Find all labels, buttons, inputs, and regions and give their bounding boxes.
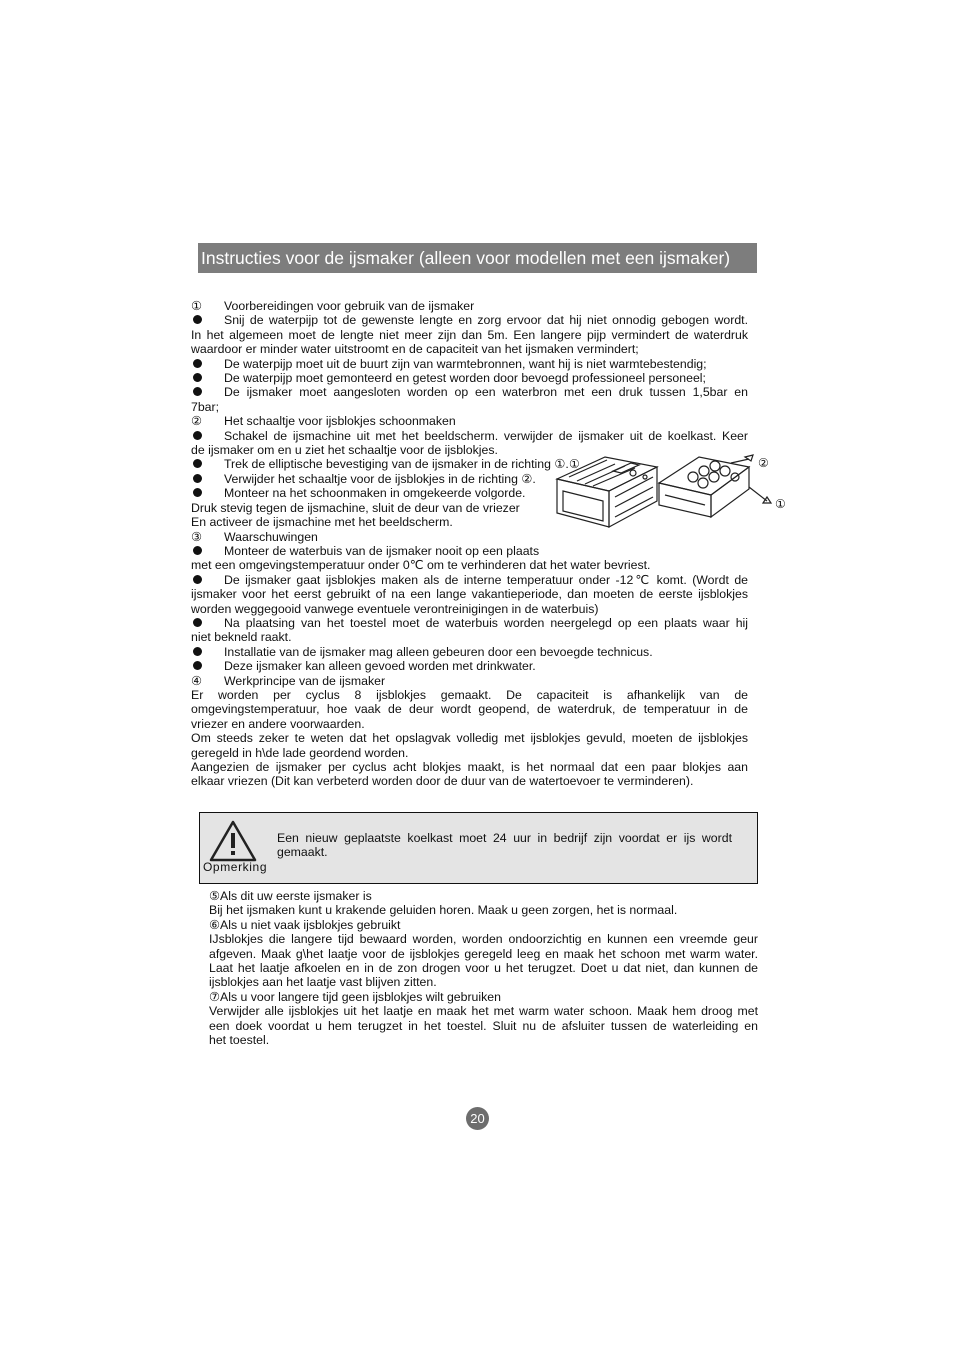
text-line: het toestel.: [209, 1033, 270, 1048]
bullet-icon: [193, 431, 202, 440]
bullet-item: De waterpijp moet gemonteerd en getest worden door bevoegd professioneel personeel;: [191, 371, 748, 385]
section-marker-4: ④: [191, 673, 203, 688]
bullet-icon: [193, 488, 202, 497]
text-line: een doek voordat u hem terugzet in het toestel. Sluit nu de afsluiter tussen de waterleiding en: [209, 1018, 758, 1033]
text-line: Er worden per cyclus 8 ijsblokjes gemaakt. De capaciteit is afhankelijk van de: [191, 687, 748, 702]
bullet-icon: [193, 459, 202, 468]
warning-icon: [209, 819, 257, 863]
instructions-body: [191, 299, 748, 789]
text-line: met een omgevingstemperatuur onder 0℃ om te verhinderen dat het water bevriest.: [191, 558, 651, 573]
section-heading-4: ④ Werkprincipe van de ijsmaker: [191, 673, 386, 688]
section-heading-1: ① Voorbereidingen voor gebruik van de ijsmaker: [191, 299, 475, 313]
text-line: omgevingstemperatuur, hoe vaak de deur wordt geopend, de waterdruk, de temperatuur in de: [191, 702, 748, 717]
bullet-icon: [193, 647, 202, 656]
text-line: geregeld in h\de lade geordend worden.: [191, 745, 409, 760]
text-line: ijsmaker voor het eerst gebruikt of na een lange vakantieperiode, dan moeten de eerste ijsblokjes: [191, 587, 748, 602]
section-heading-3: ③ Waarschuwingen: [191, 529, 318, 544]
text-line: Verwijder alle ijsblokjes uit het laatje en maak het met warm water schoon. Maak hem droog met: [209, 1004, 758, 1019]
figure-label-2: ②: [758, 456, 769, 470]
section-heading-5: ⑤Als dit uw eerste ijsmaker is: [209, 889, 372, 903]
section-heading-2: ② Het schaaltje voor ijsblokjes schoonmaken: [191, 414, 456, 429]
text-line: de ijsmaker om en u ziet het schaaltje voor de ijsblokjes.: [191, 443, 498, 458]
icemaker-illustration: [553, 451, 793, 531]
bullet-item: De waterpijp moet uit de buurt zijn van warmtebronnen, want hij is niet warmtebestendig;: [191, 357, 748, 371]
bullet-icon: [193, 546, 202, 555]
text-line: IJsblokjes die langere tijd bewaard worden, worden ondoorzichtig en kunnen een vreemde geur: [209, 932, 758, 947]
text-line: 7bar;: [191, 399, 220, 414]
text-line: niet bekneld raakt.: [191, 630, 292, 645]
bullet-icon: [193, 661, 202, 670]
icemaker-right-drawing: [659, 455, 771, 517]
note-box: [199, 812, 758, 884]
note-label: Opmerking: [203, 860, 268, 874]
text-line: Bij het ijsmaken kunt u krakende geluiden horen. Maak u geen zorgen, het is normaal.: [209, 903, 678, 918]
bullet-item: De ijsmaker moet aangesloten worden op een waterbron met een druk tussen 1,5bar en: [191, 385, 748, 399]
bullet-icon: [193, 618, 202, 627]
section-marker-3: ③: [191, 529, 203, 544]
bullet-item: Monteer na het schoonmaken in omgekeerde volgorde.: [191, 486, 748, 500]
bullet-icon: [193, 373, 202, 382]
section-marker-2: ②: [191, 414, 203, 429]
text-line: En activeer de ijsmachine met het beeldscherm.: [191, 515, 453, 530]
bullet-item: Verwijder het schaaltje voor de ijsblokjes in de richting ②.: [191, 472, 748, 486]
additional-instructions: [209, 889, 758, 1047]
text-line: afgeven. Maak g\het laatje voor de ijsblokjes geregeld leeg en maak het schoon met warm water.: [209, 946, 758, 961]
figure-label-1: ①: [569, 457, 580, 471]
bullet-item: Schakel de ijsmachine uit met het beeldscherm. verwijder de ijsmaker uit de koelkast. Keer: [191, 429, 748, 443]
text-line: Om steeds zeker te weten dat het opslagvak volledig met ijsblokjes gevuld, moeten de ijsblokjes: [191, 731, 748, 746]
text-line: Aangezien de ijsmaker per cyclus acht blokjes maakt, is het normaal dat een paar blokjes aan: [191, 760, 748, 774]
section-heading-7: ⑦Als u voor langere tijd geen ijsblokjes wilt gebruiken: [209, 989, 501, 1004]
bullet-item: De ijsmaker gaat ijsblokjes maken als de interne temperatuur onder -12℃ komt. (Wordt de: [191, 573, 748, 587]
text-line: In het algemeen moet de lengte niet meer zijn dan 5m. Een langere pijp vermindert de waterdruk: [191, 327, 748, 342]
section-marker-1: ①: [191, 299, 203, 313]
note-text: Een nieuw geplaatste koelkast moet 24 uur in bedrijf zijn voordat er ijs wordt gemaakt.: [277, 831, 732, 860]
bullet-icon: [193, 359, 202, 368]
bullet-item: Trek de elliptische bevestiging van de ijsmaker in de richting ①.: [191, 457, 748, 471]
page-title: Instructies voor de ijsmaker (alleen voor modellen met een ijsmaker): [198, 243, 757, 273]
text-line: worden weggegooid vanwege eventuele verontreinigingen in de waterbuis): [191, 601, 599, 616]
bullet-item: Snij de waterpijp tot de gewenste lengte en zorg ervoor dat hij niet onnodig gebogen wordt.: [191, 313, 748, 327]
text-line: vriezer en andere voorwaarden.: [191, 716, 365, 731]
bullet-icon: [193, 575, 202, 584]
text-line: Laat het laatje afkoelen en in de zon drogen voor u het terugzet. Doet u dat niet, dan kunnen de: [209, 961, 758, 976]
page-number: 20: [466, 1107, 489, 1130]
bullet-icon: [193, 474, 202, 483]
bullet-icon: [193, 315, 202, 324]
section-heading-6: ⑥Als u niet vaak ijsblokjes gebruikt: [209, 917, 401, 932]
text-line: Druk stevig tegen de ijsmachine, sluit de deur van de vriezer: [191, 500, 520, 515]
bullet-icon: [193, 387, 202, 396]
bullet-item: Installatie van de ijsmaker mag alleen gebeuren door een bevoegde technicus.: [191, 645, 748, 659]
text-line: waardoor er minder water uitstroomt en de capaciteit van het ijsmaken vermindert;: [191, 342, 639, 357]
figure-label-3: ①: [775, 497, 786, 511]
text-line: elkaar vriezen (Dit kan verbeterd worden door de duur van de watertoevoer te verminderen).: [191, 774, 694, 789]
text-line: ijsblokjes aan het laatje vast blijven zitten.: [209, 975, 437, 990]
bullet-item: Na plaatsing van het toestel moet de waterbuis worden neergelegd op een plaats waar hij: [191, 616, 748, 630]
bullet-item: Deze ijsmaker kan alleen gevoed worden met drinkwater.: [191, 659, 748, 673]
bullet-item: Monteer de waterbuis van de ijsmaker nooit op een plaats: [191, 544, 748, 558]
